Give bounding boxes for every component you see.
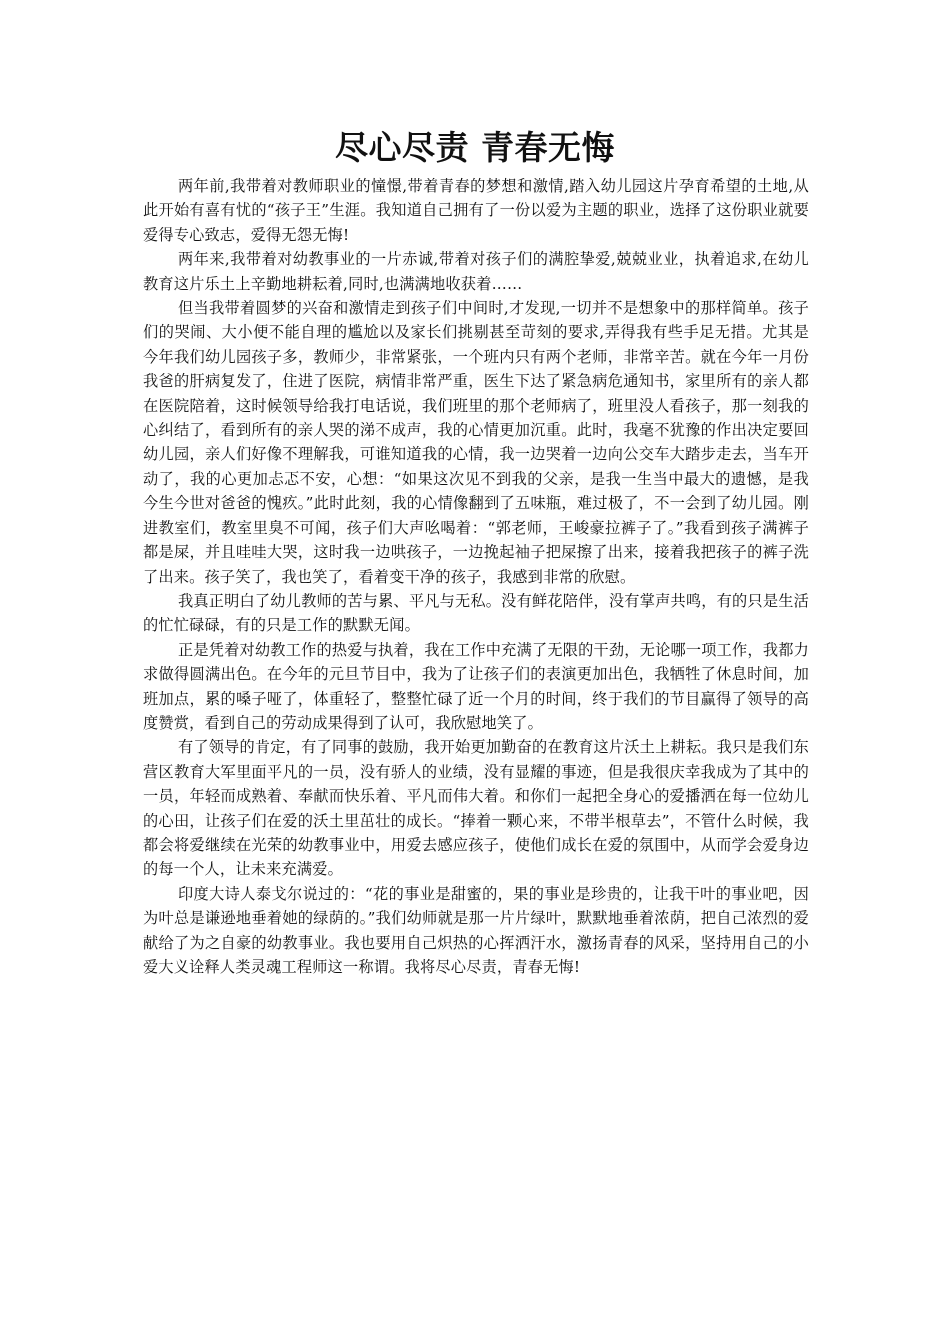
- paragraph-1: 两年前,我带着对教师职业的憧憬,带着青春的梦想和激情,踏入幼儿园这片孕育希望的土地,从此开始有喜有忧的“孩子王”生涯。我知道自己拥有了一份以爱为主题的职业，选择了这份职业就要爱得专心致志，爱得无怨无悔!: [143, 177, 809, 244]
- paragraph-3: 但当我带着圆梦的兴奋和激情走到孩子们中间时,才发现,一切并不是想象中的那样简单。孩子们的哭闹、大小便不能自理的尴尬以及家长们挑剔甚至苛刻的要求,弄得我有些手足无措。尤其是今年我们幼儿园孩子多，教师少，非常紧张，一个班内只有两个老师，非常辛苦。就在今年一月份我爸的肝病复发了，住进了医院，病情非常严重，医生下达了紧急病危通知书，家里所有的亲人都在医院陪着，这时候领导给我打电话说，我们班里的那个老师病了，班里没人看孩子，那一刻我的心纠结了，看到所有的亲人哭的涕不成声，我的心情更加沉重。此时，我毫不犹豫的作出决定要回幼儿园，亲人们好像不理解我，可谁知道我的心情，我一边哭着一边向公交车大踏步走去，当车开动了，我的心更加忐忑不安，心想：“如果这次见不到我的父亲，是我一生当中最大的遗憾，是我今生今世对爸爸的愧疚。”此时此刻，我的心情像翻到了五味瓶，难过极了，不一会到了幼儿园。刚进教室们，教室里臭不可闻，孩子们大声吆喝着：“郭老师，王峻豪拉裤子了。”我看到孩子满裤子都是屎，并且哇哇大哭，这时我一边哄孩子，一边挽起袖子把屎擦了出来，接着我把孩子的裤子洗了出来。孩子笑了，我也笑了，看着变干净的孩子，我感到非常的欣慰。: [143, 299, 809, 586]
- document-title: 尽心尽责 青春无悔: [335, 128, 615, 167]
- document-body: [143, 174, 809, 979]
- paragraph-4: 我真正明白了幼儿教师的苦与累、平凡与无私。没有鲜花陪伴，没有掌声共鸣，有的只是生活的忙忙碌碌，有的只是工作的默默无闻。: [143, 591, 809, 635]
- paragraph-7: 印度大诗人泰戈尔说过的：“花的事业是甜蜜的，果的事业是珍贵的，让我干叶的事业吧，因为叶总是谦逊地垂着她的绿荫的。”我们幼师就是那一片片绿叶，默默地垂着浓荫，把自己浓烈的爱献给了为之自豪的幼教事业。我也要用自己炽热的心挥洒汗水，激扬青春的风采，坚持用自己的小爱大义诠释人类灵魂工程师这一称谓。我将尽心尽责，青春无悔!: [143, 884, 809, 976]
- paragraph-6: 有了领导的肯定，有了同事的鼓励，我开始更加勤奋的在教育这片沃土上耕耘。我只是我们东营区教育大军里面平凡的一员，没有骄人的业绩，没有显耀的事迹，但是我很庆幸我成为了其中的一员，年轻而成熟着、奉献而快乐着、平凡而伟大着。和你们一起把全身心的爱播洒在每一位幼儿的心田，让孩子们在爱的沃土里茁壮的成长。“捧着一颗心来，不带半根草去”，不管什么时候，我都会将爱继续在光荣的幼教事业中，用爱去感应孩子，使他们成长在爱的氛围中，从而学会爱身边的每一个人，让未来充满爱。: [143, 738, 809, 879]
- paragraph-2: 两年来,我带着对幼教事业的一片赤诚,带着对孩子们的满腔挚爱,兢兢业业，执着追求,在幼儿教育这片乐土上辛勤地耕耘着,同时,也满满地收获着……: [143, 250, 809, 293]
- paragraph-5: 正是凭着对幼教工作的热爱与执着，我在工作中充满了无限的干劲，无论哪一项工作，我都力求做得圆满出色。在今年的元旦节目中，我为了让孩子们的表演更加出色，我牺牲了休息时间，加班加点，累的嗓子哑了，体重轻了，整整忙碌了近一个月的时间，终于我们的节目赢得了领导的高度赞赏，看到自己的劳动成果得到了认可，我欣慰地笑了。: [143, 640, 809, 732]
